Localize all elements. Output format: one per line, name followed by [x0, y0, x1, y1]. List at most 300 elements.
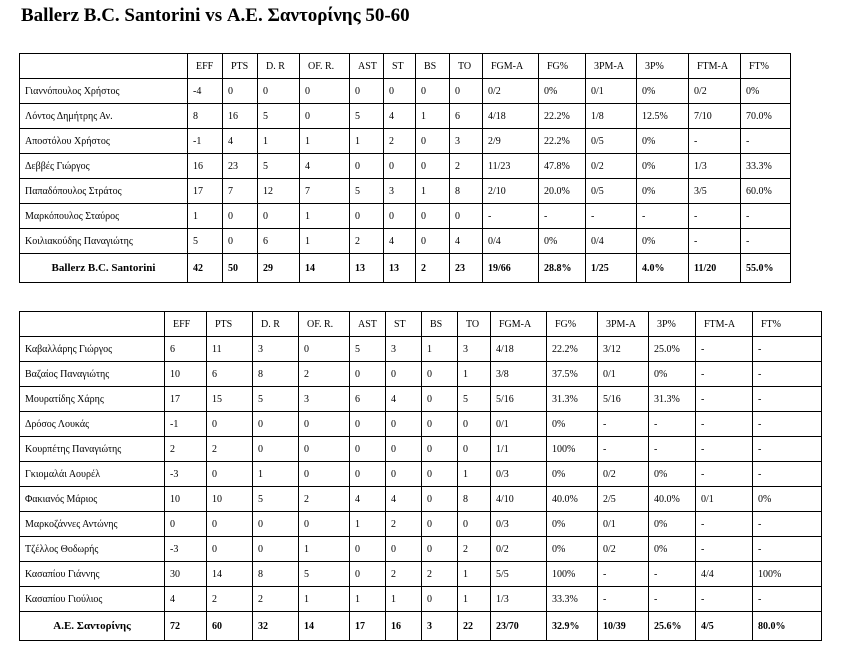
stat-cell: 5: [458, 387, 491, 412]
stat-cell: 0: [384, 79, 416, 104]
stat-cell: 2: [207, 437, 253, 462]
stat-cell: 25.0%: [649, 337, 696, 362]
total-cell: 3: [422, 612, 458, 641]
stat-cell: 4: [350, 487, 386, 512]
column-header: AST: [350, 54, 384, 79]
stat-cell: 10: [165, 487, 207, 512]
stat-cell: 70.0%: [741, 104, 791, 129]
total-cell: 25.6%: [649, 612, 696, 641]
stat-cell: 0%: [637, 154, 689, 179]
stat-cell: 1: [416, 179, 450, 204]
stat-cell: 0: [350, 204, 384, 229]
stat-cell: 0/1: [491, 412, 547, 437]
player-name-cell: Φακιανός Μάριος: [20, 487, 165, 512]
stat-cell: 37.5%: [547, 362, 598, 387]
stat-cell: -: [696, 362, 753, 387]
total-cell: 23/70: [491, 612, 547, 641]
column-header: 3PM-A: [586, 54, 637, 79]
stat-cell: 47.8%: [539, 154, 586, 179]
stat-cell: 0: [253, 537, 299, 562]
stat-cell: 0: [350, 562, 386, 587]
stat-cell: 16: [188, 154, 223, 179]
table-row: [20, 362, 822, 387]
stat-cell: -1: [165, 412, 207, 437]
stat-cell: 5: [350, 337, 386, 362]
totals-row: [20, 612, 822, 641]
stat-cell: -: [696, 337, 753, 362]
table-row: [20, 129, 791, 154]
player-name-cell: Κοιλιακούδης Παναγιώτης: [20, 229, 188, 254]
stat-cell: 0: [422, 387, 458, 412]
column-header: FT%: [753, 312, 822, 337]
stat-cell: -: [649, 412, 696, 437]
stat-cell: 12.5%: [637, 104, 689, 129]
stat-cell: 4: [386, 487, 422, 512]
stat-cell: 0: [207, 512, 253, 537]
stat-cell: 17: [165, 387, 207, 412]
stat-cell: 4: [300, 154, 350, 179]
stat-cell: 1: [300, 204, 350, 229]
stat-cell: -3: [165, 462, 207, 487]
stat-cell: 5: [258, 104, 300, 129]
stat-cell: 2: [458, 537, 491, 562]
stat-cell: 0: [386, 412, 422, 437]
stat-cell: 6: [258, 229, 300, 254]
stat-cell: 22.2%: [539, 129, 586, 154]
column-header: TO: [458, 312, 491, 337]
stat-cell: 1: [299, 587, 350, 612]
stat-cell: 4: [384, 229, 416, 254]
stat-cell: 2/10: [483, 179, 539, 204]
stat-cell: -: [753, 387, 822, 412]
stat-cell: 0: [422, 487, 458, 512]
stat-cell: 23: [223, 154, 258, 179]
total-cell: 4.0%: [637, 254, 689, 283]
total-cell: 19/66: [483, 254, 539, 283]
stat-cell: 4/18: [491, 337, 547, 362]
stat-cell: 12: [258, 179, 300, 204]
total-cell: 13: [350, 254, 384, 283]
stat-cell: 0: [386, 537, 422, 562]
table-row: [20, 337, 822, 362]
total-cell: 11/20: [689, 254, 741, 283]
stat-cell: 0: [350, 462, 386, 487]
stat-cell: 0/1: [586, 79, 637, 104]
stat-cell: 0/5: [586, 129, 637, 154]
total-cell: 2: [416, 254, 450, 283]
player-name-cell: Κασαπίου Γιούλιος: [20, 587, 165, 612]
table-row: [20, 179, 791, 204]
header-row: [20, 312, 822, 337]
stat-cell: 33.3%: [741, 154, 791, 179]
player-name-cell: Κουρπέτης Παναγιώτης: [20, 437, 165, 462]
stat-cell: 11: [207, 337, 253, 362]
total-cell: 4/5: [696, 612, 753, 641]
stat-cell: 0: [422, 462, 458, 487]
stat-cell: 0: [350, 412, 386, 437]
total-cell: 1/25: [586, 254, 637, 283]
stat-cell: 1: [258, 129, 300, 154]
stat-cell: 0: [207, 412, 253, 437]
stat-cell: -: [649, 562, 696, 587]
stat-cell: 0: [253, 412, 299, 437]
stat-cell: 5: [258, 154, 300, 179]
stat-cell: 0%: [547, 462, 598, 487]
stat-cell: 0: [458, 512, 491, 537]
stat-cell: 31.3%: [547, 387, 598, 412]
stat-cell: 0: [350, 437, 386, 462]
stat-cell: 0: [422, 537, 458, 562]
total-cell: 55.0%: [741, 254, 791, 283]
table-row: [20, 104, 791, 129]
total-cell: 14: [300, 254, 350, 283]
stat-cell: 31.3%: [649, 387, 696, 412]
stat-cell: -: [696, 437, 753, 462]
column-header: FG%: [547, 312, 598, 337]
stat-cell: 1: [350, 512, 386, 537]
table-row: [20, 79, 791, 104]
stat-cell: 1: [458, 362, 491, 387]
stat-cell: -: [586, 204, 637, 229]
stat-cell: 5/16: [598, 387, 649, 412]
stat-cell: 0: [299, 337, 350, 362]
stat-cell: 8: [188, 104, 223, 129]
stat-cell: 1: [350, 587, 386, 612]
stat-cell: 0%: [539, 229, 586, 254]
table-row: [20, 562, 822, 587]
player-name-cell: Παπαδόπουλος Στράτος: [20, 179, 188, 204]
stat-cell: 0%: [753, 487, 822, 512]
stat-cell: 5: [350, 179, 384, 204]
player-name-cell: Καβαλλάρης Γιώργος: [20, 337, 165, 362]
stat-cell: 0: [299, 412, 350, 437]
stat-cell: 0/2: [598, 537, 649, 562]
stat-cell: -: [753, 362, 822, 387]
header-row: [20, 54, 791, 79]
stat-cell: 0: [450, 204, 483, 229]
table-row: [20, 154, 791, 179]
stat-cell: -: [753, 337, 822, 362]
stat-cell: 0: [223, 204, 258, 229]
team-name-cell: Ballerz B.C. Santorini: [20, 254, 188, 283]
stat-cell: -: [649, 587, 696, 612]
total-cell: 22: [458, 612, 491, 641]
stat-cell: 100%: [753, 562, 822, 587]
stat-cell: 1: [458, 562, 491, 587]
stat-cell: 0%: [637, 129, 689, 154]
stat-cell: 10: [207, 487, 253, 512]
stat-cell: 0: [350, 79, 384, 104]
stat-cell: 1/3: [689, 154, 741, 179]
stat-cell: 4: [386, 387, 422, 412]
player-name-cell: Μαρκοζάννες Αντώνης: [20, 512, 165, 537]
total-cell: 60: [207, 612, 253, 641]
stat-cell: -: [696, 587, 753, 612]
stat-cell: 30: [165, 562, 207, 587]
stat-cell: 0: [422, 412, 458, 437]
player-name-cell: Λόντος Δημήτρης Αν.: [20, 104, 188, 129]
stat-cell: 4/10: [491, 487, 547, 512]
stat-cell: -: [598, 562, 649, 587]
stat-cell: 0/4: [483, 229, 539, 254]
stat-cell: 4/18: [483, 104, 539, 129]
table-row: [20, 437, 822, 462]
stat-cell: 3: [458, 337, 491, 362]
column-header: FTM-A: [689, 54, 741, 79]
stat-cell: 0%: [649, 362, 696, 387]
stat-cell: 3/8: [491, 362, 547, 387]
stat-cell: 4: [223, 129, 258, 154]
stat-cell: 0%: [637, 179, 689, 204]
stat-cell: 6: [450, 104, 483, 129]
stat-cell: 0: [350, 154, 384, 179]
stat-cell: 0: [223, 229, 258, 254]
table-row: [20, 229, 791, 254]
stat-cell: 2: [299, 362, 350, 387]
stat-cell: 0: [258, 204, 300, 229]
stat-cell: 2: [350, 229, 384, 254]
column-header: FT%: [741, 54, 791, 79]
stat-cell: 3: [450, 129, 483, 154]
stat-cell: 40.0%: [547, 487, 598, 512]
column-header: EFF: [188, 54, 223, 79]
column-header: OF. R.: [300, 54, 350, 79]
total-cell: 50: [223, 254, 258, 283]
stat-cell: 0: [422, 437, 458, 462]
stat-cell: -: [753, 412, 822, 437]
stat-cell: 0%: [547, 537, 598, 562]
stat-cell: 0: [416, 204, 450, 229]
table-row: [20, 587, 822, 612]
stat-cell: 40.0%: [649, 487, 696, 512]
team-stats-table: [19, 311, 822, 641]
stat-cell: -: [753, 462, 822, 487]
stat-cell: 0: [422, 362, 458, 387]
stat-cell: 0: [458, 412, 491, 437]
stat-cell: 8: [458, 487, 491, 512]
stat-cell: -: [753, 537, 822, 562]
stat-cell: 0%: [547, 512, 598, 537]
stat-cell: 2: [299, 487, 350, 512]
stat-cell: -: [696, 412, 753, 437]
stat-cell: -: [598, 412, 649, 437]
stat-cell: 10: [165, 362, 207, 387]
stat-cell: 0%: [547, 412, 598, 437]
stat-cell: 1: [422, 337, 458, 362]
stat-cell: 0: [422, 512, 458, 537]
stat-cell: 0: [386, 437, 422, 462]
stat-cell: 0/1: [696, 487, 753, 512]
stat-cell: 2/9: [483, 129, 539, 154]
table-row: [20, 487, 822, 512]
stat-cell: 17: [188, 179, 223, 204]
column-header: 3P%: [649, 312, 696, 337]
stat-cell: 5: [188, 229, 223, 254]
stat-cell: -: [753, 587, 822, 612]
stat-cell: 7: [223, 179, 258, 204]
stat-cell: 0: [416, 79, 450, 104]
stat-cell: 3: [384, 179, 416, 204]
player-name-cell: Αποστόλου Χρήστος: [20, 129, 188, 154]
stat-cell: 2: [386, 562, 422, 587]
stat-cell: 0/4: [586, 229, 637, 254]
stat-cell: -: [741, 229, 791, 254]
stat-cell: -3: [165, 537, 207, 562]
stat-cell: 1: [253, 462, 299, 487]
stat-cell: -: [696, 387, 753, 412]
stat-cell: 0/2: [598, 462, 649, 487]
stat-cell: -: [696, 537, 753, 562]
stat-cell: 3/5: [689, 179, 741, 204]
stat-cell: 4: [384, 104, 416, 129]
column-header: 3PM-A: [598, 312, 649, 337]
stat-cell: 0: [223, 79, 258, 104]
total-cell: 16: [386, 612, 422, 641]
stat-cell: 0%: [649, 462, 696, 487]
table-row: [20, 204, 791, 229]
player-name-cell: Γιαννόπουλος Χρήστος: [20, 79, 188, 104]
stat-cell: 0: [416, 229, 450, 254]
column-header: D. R: [258, 54, 300, 79]
stat-cell: 1: [416, 104, 450, 129]
stat-cell: 0: [386, 462, 422, 487]
stat-cell: -: [689, 204, 741, 229]
stat-cell: 1: [300, 129, 350, 154]
stat-cell: 5: [299, 562, 350, 587]
stat-cell: 5: [253, 487, 299, 512]
stat-cell: -: [741, 129, 791, 154]
stat-cell: 0: [384, 204, 416, 229]
stat-cell: 0/2: [586, 154, 637, 179]
stat-cell: 1: [386, 587, 422, 612]
stat-cell: 0: [165, 512, 207, 537]
stat-cell: 0: [253, 512, 299, 537]
stat-cell: 6: [165, 337, 207, 362]
stat-cell: 3/12: [598, 337, 649, 362]
stat-cell: 2: [207, 587, 253, 612]
stat-cell: 0: [299, 512, 350, 537]
table-row: [20, 512, 822, 537]
column-header: BS: [422, 312, 458, 337]
stat-cell: 0: [207, 537, 253, 562]
column-header: TO: [450, 54, 483, 79]
stat-cell: 15: [207, 387, 253, 412]
column-header: PTS: [207, 312, 253, 337]
stat-cell: 4/4: [696, 562, 753, 587]
stat-cell: 16: [223, 104, 258, 129]
player-name-cell: Δρόσος Λουκάς: [20, 412, 165, 437]
stat-cell: 0: [386, 362, 422, 387]
total-cell: 29: [258, 254, 300, 283]
column-header: BS: [416, 54, 450, 79]
stat-cell: 0/2: [483, 79, 539, 104]
stat-cell: 5/16: [491, 387, 547, 412]
stat-cell: 0/3: [491, 512, 547, 537]
stat-cell: 0: [300, 104, 350, 129]
stat-cell: -: [753, 437, 822, 462]
stat-cell: -4: [188, 79, 223, 104]
stat-cell: 0: [253, 437, 299, 462]
stat-cell: 0/1: [598, 362, 649, 387]
stat-cell: 3: [253, 337, 299, 362]
column-header: OF. R.: [299, 312, 350, 337]
stat-cell: -: [598, 587, 649, 612]
column-header: D. R: [253, 312, 299, 337]
stat-cell: 3: [386, 337, 422, 362]
stat-cell: 0: [299, 437, 350, 462]
stat-cell: 8: [450, 179, 483, 204]
stat-cell: -: [598, 437, 649, 462]
stat-cell: 6: [207, 362, 253, 387]
stat-cell: 2: [165, 437, 207, 462]
stat-cell: 4: [165, 587, 207, 612]
total-cell: 13: [384, 254, 416, 283]
stat-cell: -: [689, 129, 741, 154]
stat-cell: 1: [299, 537, 350, 562]
stat-cell: 2: [384, 129, 416, 154]
total-cell: 32: [253, 612, 299, 641]
stat-cell: 0: [350, 537, 386, 562]
stat-cell: 2: [450, 154, 483, 179]
column-header: FGM-A: [483, 54, 539, 79]
total-cell: 32.9%: [547, 612, 598, 641]
column-header: FG%: [539, 54, 586, 79]
stat-cell: 0: [416, 129, 450, 154]
column-header: 3P%: [637, 54, 689, 79]
stat-cell: 2: [422, 562, 458, 587]
stat-cell: 20.0%: [539, 179, 586, 204]
stat-cell: 100%: [547, 437, 598, 462]
stat-cell: 0: [207, 462, 253, 487]
page-title: Ballerz B.C. Santorini vs Α.Ε. Σαντορίνης 50-60: [21, 5, 410, 26]
stat-cell: 1: [188, 204, 223, 229]
stat-cell: 33.3%: [547, 587, 598, 612]
total-cell: 17: [350, 612, 386, 641]
player-name-cell: Μουρατίδης Χάρης: [20, 387, 165, 412]
totals-row: [20, 254, 791, 283]
stat-cell: 0/2: [689, 79, 741, 104]
stat-cell: 0/2: [491, 537, 547, 562]
stat-cell: 100%: [547, 562, 598, 587]
total-cell: 72: [165, 612, 207, 641]
stat-cell: 0/5: [586, 179, 637, 204]
stat-cell: 8: [253, 362, 299, 387]
stat-cell: 1: [350, 129, 384, 154]
header-blank-cell: [20, 312, 165, 337]
stat-cell: 1: [458, 587, 491, 612]
total-cell: 23: [450, 254, 483, 283]
stat-cell: 0: [450, 79, 483, 104]
column-header: ST: [386, 312, 422, 337]
player-name-cell: Τζέλλος Θοδωρής: [20, 537, 165, 562]
total-cell: 80.0%: [753, 612, 822, 641]
stat-cell: 0%: [649, 537, 696, 562]
player-name-cell: Βαζαίος Παναγιώτης: [20, 362, 165, 387]
stat-cell: 0%: [741, 79, 791, 104]
table-row: [20, 387, 822, 412]
stat-cell: 0: [422, 587, 458, 612]
stat-cell: 0/1: [598, 512, 649, 537]
column-header: AST: [350, 312, 386, 337]
stat-cell: 2: [386, 512, 422, 537]
stat-cell: 5/5: [491, 562, 547, 587]
stat-cell: 4: [450, 229, 483, 254]
total-cell: 14: [299, 612, 350, 641]
table-row: [20, 412, 822, 437]
column-header: FGM-A: [491, 312, 547, 337]
table-row: [20, 462, 822, 487]
stat-cell: 0: [350, 362, 386, 387]
